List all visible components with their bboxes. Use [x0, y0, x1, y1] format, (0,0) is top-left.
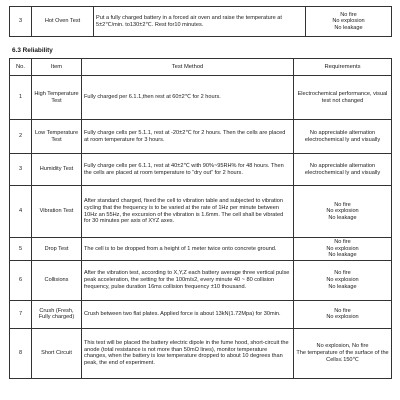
requirements: No fire No explosion No leakage	[294, 186, 392, 238]
test-method: Put a fully charged battery in a forced air oven and raise the temperature at 5±2℃/min. to130±2℃. Rest for10 minutes.	[94, 7, 306, 37]
row-number: 3	[10, 154, 32, 186]
item-name: Hot Oven Test	[32, 7, 94, 37]
section-title: 6.3 Reliability	[12, 47, 53, 54]
row-number: 1	[10, 76, 32, 120]
test-method: This test will be placed the battery electric dipole in the fume hood, short-circuit the anode (total resistance is not more than 50mΩ lines), monitor temperature changes, when the battery is low temperature dropped to about 10 degrees than peak, the end of experiment.	[82, 328, 294, 378]
reliability-table	[9, 58, 392, 379]
item-name: Short Circuit	[32, 328, 82, 378]
test-method: Fully charge cells per 5.1.1, rest at -20±2℃ for 2 hours. Then the cells are placed at room temperature for 3 hours.	[82, 120, 294, 154]
table-header-row	[10, 59, 392, 76]
table-row	[10, 76, 392, 120]
requirements: Electrochemical performance, visual test not changed	[294, 76, 392, 120]
table-row	[10, 260, 392, 300]
requirements: No appreciable alternation electrochemical ly and visually	[294, 154, 392, 186]
test-method: Crush between two flat plates. Applied force is about 13kN(1.72Mpa) for 30min.	[82, 300, 294, 328]
table-row	[10, 238, 392, 261]
row-number: 3	[10, 7, 32, 37]
row-number: 4	[10, 186, 32, 238]
table-row	[10, 154, 392, 186]
item-name: Vibration Test	[32, 186, 82, 238]
requirements: No appreciable alternation electrochemical ly and visually	[294, 120, 392, 154]
test-method: After the vibration test, according to X,Y,Z each battery average three vertical pulse peak acceleration, the setting for the 100m/s2, every minute 40 ~ 80 collision frequency, pulse duration 16ms collision frequency ±10 thousand.	[82, 260, 294, 300]
test-method: Fully charged per 6.1.1,then rest at 60±2℃ for 2 hours.	[82, 76, 294, 120]
requirements: No fire No explosion No leakage	[294, 260, 392, 300]
table-row	[10, 186, 392, 238]
table-row	[10, 120, 392, 154]
test-method: After standard charged, fixed the cell to vibration table and subjected to vibration cycling that the frequency is to be varied at the rate of 1Hz per minute between 10Hz an 55Hz, the excursion of the vibration is 1.6mm. The cell shall be vibrated for 30 minutes per axis of XYZ axes.	[82, 186, 294, 238]
header-test-method: Test Method	[82, 59, 294, 76]
row-number: 5	[10, 238, 32, 261]
row-number: 6	[10, 260, 32, 300]
requirements: No fire No explosion	[294, 300, 392, 328]
table-row	[10, 300, 392, 328]
header-no: No.	[10, 59, 32, 76]
test-method: Fully charge cells per 6.1.1, rest at 40±2℃ with 90%~95RH% for 48 hours. Then the cells are placed at room temperature to “dry out” for 2 hours.	[82, 154, 294, 186]
requirements: No fire No explosion No leakage	[294, 238, 392, 261]
item-name: Drop Test	[32, 238, 82, 261]
item-name: Humidity Test	[32, 154, 82, 186]
table-row	[10, 7, 392, 37]
test-method: The cell is to be dropped from a height of 1 meter twice onto concrete ground.	[82, 238, 294, 261]
header-requirements: Requirements	[294, 59, 392, 76]
item-name: Crush (Fresh, Fully charged)	[32, 300, 82, 328]
item-name: Collisions	[32, 260, 82, 300]
header-item: Item	[32, 59, 82, 76]
row-number: 8	[10, 328, 32, 378]
row-number: 2	[10, 120, 32, 154]
requirements: No fire No explosion No leakage	[306, 7, 392, 37]
row-number: 7	[10, 300, 32, 328]
item-name: Low Temperature Test	[32, 120, 82, 154]
table-row	[10, 328, 392, 378]
item-name: High Temperature Test	[32, 76, 82, 120]
previous-page-table	[9, 6, 392, 37]
requirements: No explosion, No fire The temperature of the surface of the Cells≤ 150℃	[294, 328, 392, 378]
